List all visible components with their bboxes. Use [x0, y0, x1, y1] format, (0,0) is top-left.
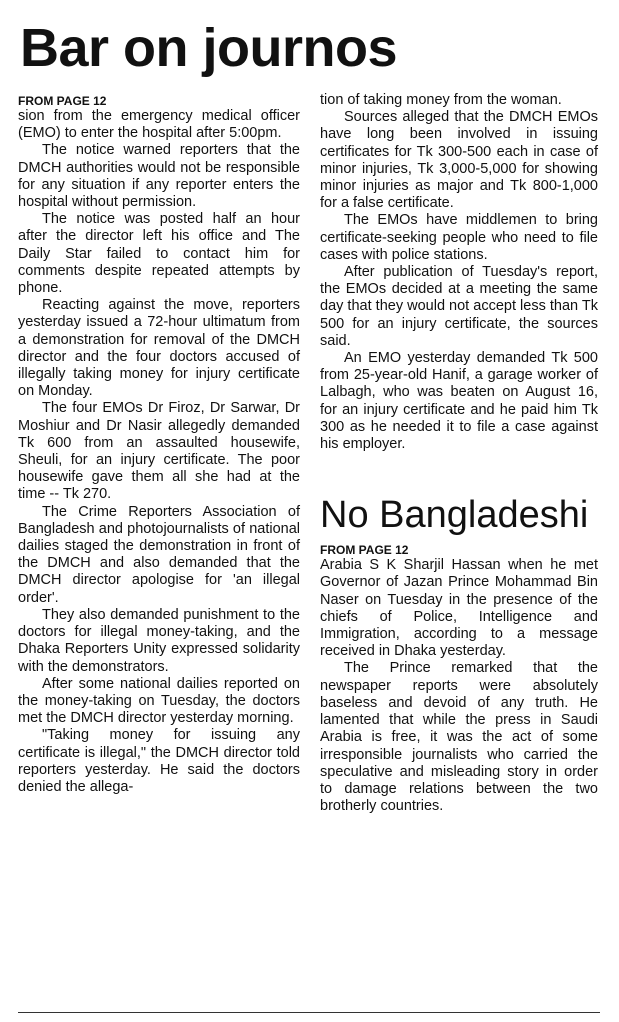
kicker: FROM PAGE 12 — [320, 543, 409, 558]
headline: Bar on journos — [20, 18, 398, 78]
paragraph: The EMOs have middlemen to bring certificate-seeking people who need to file cases with police stations. — [320, 212, 598, 263]
paragraph: Reacting against the move, reporters yesterday issued a 72-hour ultimatum from a demonstration for removal of the DMCH director and the four doctors accused of illegally taking money for injury certificate on Monday. — [18, 297, 300, 400]
paragraph: sion from the emergency medical officer (EMO) to enter the hospital after 5:00pm. — [18, 108, 300, 142]
paragraph: tion of taking money from the woman. — [320, 92, 562, 108]
paragraph: The notice warned reporters that the DMCH authorities would not be responsible for any situation if any reporter enters the hospital without permission. — [18, 142, 300, 211]
paragraph: "Taking money for issuing any certificate is illegal," the DMCH director told reporters yesterday. He said the doctors denied the allega- — [18, 727, 300, 795]
paragraph: They also demanded punishment to the doctors for illegal money-taking, and the Dhaka Reporters Unity expressed solidarity with the demonstrators. — [18, 606, 300, 675]
paragraph: The four EMOs Dr Firoz, Dr Sarwar, Dr Moshiur and Dr Nasir allegedly demanded Tk 600 from an assaulted housewife, Sheuli, for an injury certificate. The poor housewife gave them all she had at the time -- Tk 270. — [18, 400, 300, 503]
kicker: FROM PAGE 12 — [18, 94, 107, 108]
bottom-rule — [18, 1012, 600, 1013]
paragraph: After publication of Tuesday's report, the EMOs decided at a meeting the same day that they would not accept less than Tk 500 for an injury certificate, the sources said. — [320, 264, 598, 349]
right-column — [320, 92, 598, 815]
paragraph: After some national dailies reported on the money-taking on Tuesday, the doctors met the DMCH director yesterday morning. — [18, 675, 300, 727]
subheadline: No Bangladeshi — [320, 494, 589, 537]
paragraph: Arabia S K Sharjil Hassan when he met Governor of Jazan Prince Mohammad Bin Naser on Tuesday in the presence of the chiefs of Police, Intelligence and Immigration, according to a message received in Dhaka yesterday. — [320, 557, 598, 660]
left-column — [18, 94, 300, 796]
paragraph: The Prince remarked that the newspaper reports were absolutely baseless and devoid of any truth. He lamented that while the press in Saudi Arabia is free, it was the act of some irresponsible journalists who carried the speculative and misleading story in order to damage relations between the two brotherly countries. — [320, 660, 598, 815]
paragraph: Sources alleged that the DMCH EMOs have long been involved in issuing certificates for Tk 300-500 each in case of minor injuries, Tk 3,000-5,000 for showing minor injuries as major and Tk 800-1,000 for a false certificate. — [320, 109, 598, 212]
paragraph: The notice was posted half an hour after the director left his office and The Daily Star failed to contact him for comments despite repeated attempts by phone. — [18, 211, 300, 297]
paragraph: An EMO yesterday demanded Tk 500 from 25-year-old Hanif, a garage worker of Lalbagh, who was beaten on August 16, for an injury certificate and he paid him Tk 300 as he needed it to file a case against his employer. — [320, 350, 598, 453]
paragraph: The Crime Reporters Association of Bangladesh and photojournalists of national dailies staged the demonstration in front of the DMCH and also demanded that the DMCH director apologise for 'an illegal order'. — [18, 503, 300, 606]
